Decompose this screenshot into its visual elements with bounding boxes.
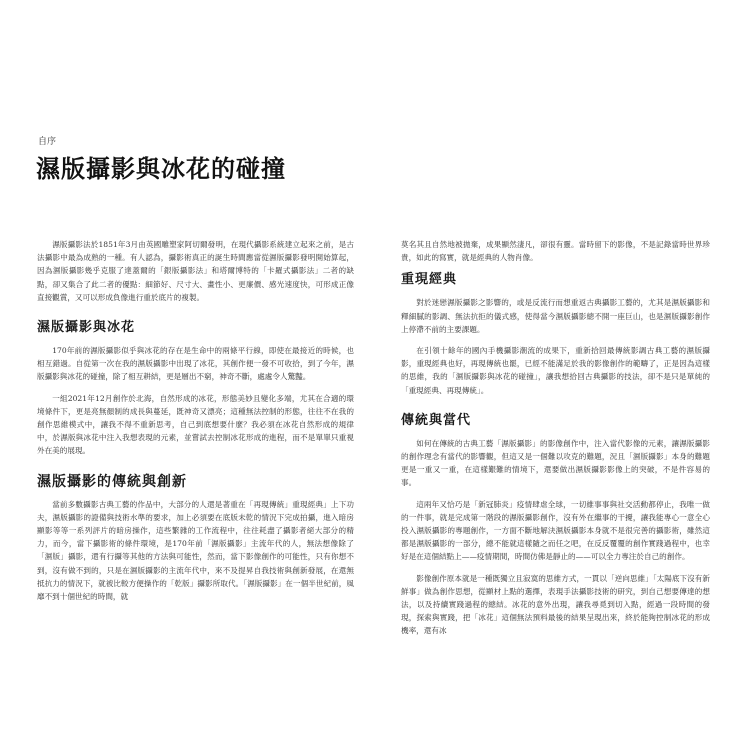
- body-paragraph: 一組2021年12月創作於北海，自然形成的冰花，形態美妙且變化多端，尤其在合適的環境條件下，更是亮無顏制的成長與蔓延，既神奇又漂亮；這種無法控制的形態，往往不在我的創作思維模式中，讓我不得不重新思考，自己到底想要什麼？我必須在冰花自然形成的規律中，於濕版與冰花中注入我想表現的元素，並嘗試去控制冰花形成的進程，而不是單單只重視外在美的展現。: [37, 393, 354, 456]
- body-paragraph: 170年前的濕版攝影似乎與冰花的存在是生命中的兩條平行線，即使在最接近的時候，也相互錯過。自從第一次在我的濕版攝影中出現了冰花，其創作便一發不可收拾，到了今年，濕版攝影與冰花的碰撞，除了相互耕結，更是層出不窮，神奇不斷，處處令人驚豔。: [37, 346, 354, 382]
- intro-paragraph: 濕版攝影法於1851年3月由英國雕塑家阿切爾發明，在現代攝影系統建立起來之前，是古法攝影中最為成熟的一種。有人認為，攝影術真正的誕生時間應當從濕版攝影發明開始算起，因為濕版攝影幾乎克服了達蓋爾的「銀版攝影法」和塔爾博特的「卡羅式攝影法」二者的缺點，卻又集合了此二者的優點：細節好、尺寸大、畫性小、更廉價、感光速度快，可形成正像直接觀賞，又可以形成負像進行重於底片的複製。: [37, 240, 354, 302]
- section-heading-reproduce-classic: 重現經典: [401, 272, 458, 288]
- body-paragraph: 當前多數攝影古典工藝的作品中，大部分的人還是著重在「再現傳統」重現經典」上下功夫，濕版攝影的證備與技術水準的要求，加上必須要在底版未乾的情況下完成拍攝，進入暗房顯影等等一系列評片的暗房操作，這些繁雜的工作流程中，往往耗盡了攝影者絕大部分的精力，而今，當下攝影術的條件環境，是170年前「濕版攝影」主流年代的人，無法想像除了「濕版」攝影，還有行攝等其他的方法與可能性，然而，當下影像創作的可能性，只有你想不到，沒有做不到的，只是在濕版攝影的主流年代中，來不及提昇自我技術與創新發展，在還無抵抗力的情況下，就被比較方便操作的「乾版」攝影所取代。「濕版攝影」在一個半世紀前，風靡不到十個世紀的時間，就: [37, 499, 354, 602]
- page-title: 濕版攝影與冰花的碰撞: [36, 154, 286, 183]
- body-paragraph: 在引領十餘年的國內手機攝影潮流的成果下，重新拾回最傳統影調古典工藝的濕版攝影，重現經典也好，再現傳統也罷，已經不能滿足於我的影像創作的範疇了，正是因為這樣的思維，我的「濕版攝影與冰花的碰撞」，讓我想拾回古典攝影的技法，卻不是只是單純的「重現經典、再現傳統」。: [401, 346, 710, 395]
- body-paragraph: 影像創作原本就是一種既獨立且寂寞的思維方式，一貫以「逆向思維」「太陽底下沒有新鮮事」做為創作思想，從顯材上點的選擇，表現手法攝影技術的研究，到自己想要傳達的想法，以及持續實踐過程的總結。冰花的意外出現，讓我尋覓到切入點，經過一段時間的發現，探索與實踐，把「冰花」這個無法預料最後的結果呈現出來，終於能夠控制冰花的形成機率，還有冰: [401, 573, 710, 636]
- body-paragraph: 對於迷戀濕版攝影之影響的，或是反流行而想重返古典攝影工藝的，尤其是濕版攝影和釋細膩的影調、無法抗拒的儀式感，使得當今濕版攝影總不開一座巨山，也是濕版攝影創作上停滯不前的主要課題。: [401, 298, 710, 334]
- page-label: 自序: [38, 137, 57, 147]
- body-paragraph: 如何在傳統的古典工藝「濕版攝影」的影像創作中，注入當代影像的元素，讓濕版攝影的創作理念有當代的影響觀，但這又是一個難以攻克的難題，況且「濕版攝影」本身的難題更是一重又一重，在這樣艱難的情境下，還要做出濕版攝影影像上的突破，不是件容易的事。: [401, 438, 710, 488]
- right-column: [401, 238, 710, 646]
- section-heading-tradition-contemporary: 傳統與當代: [401, 412, 472, 428]
- section-heading-tradition-innovation: 濕版攝影的傳統與創新: [37, 473, 187, 490]
- left-column: [37, 238, 354, 611]
- body-paragraph: 這兩年又恰巧是「新冠肺炎」疫情肆虐全球，一切維事事與社交活動都停止，我唯一做的一件事，就是完成第一階段的濕版攝影創作，沒有外在繼事的干擾，讓我能專心一意全心投入濕版攝影的專題創作，一方面不斷地解決濕版攝影本身就不是很完善的攝影術，雖然這都是濕版攝影的一部分，總不能就這樣隨之而任之吧，在反反覆覆的創作實踐過程中，也幸好是在這個結點上——疫情期間，時間仿佛是靜止的——可以全力專注於自己的創作。: [401, 499, 710, 562]
- continuation-paragraph: 莫名其且自然地被拋棄，成果顯然淒凡，卻很有靈。當時留下的影像，不是記錄當時世界珍貴，如此的寫實，就是經典的人物肖像。: [401, 240, 710, 263]
- section-heading-wetplate-iceflower: 濕版攝影與冰花: [37, 320, 136, 336]
